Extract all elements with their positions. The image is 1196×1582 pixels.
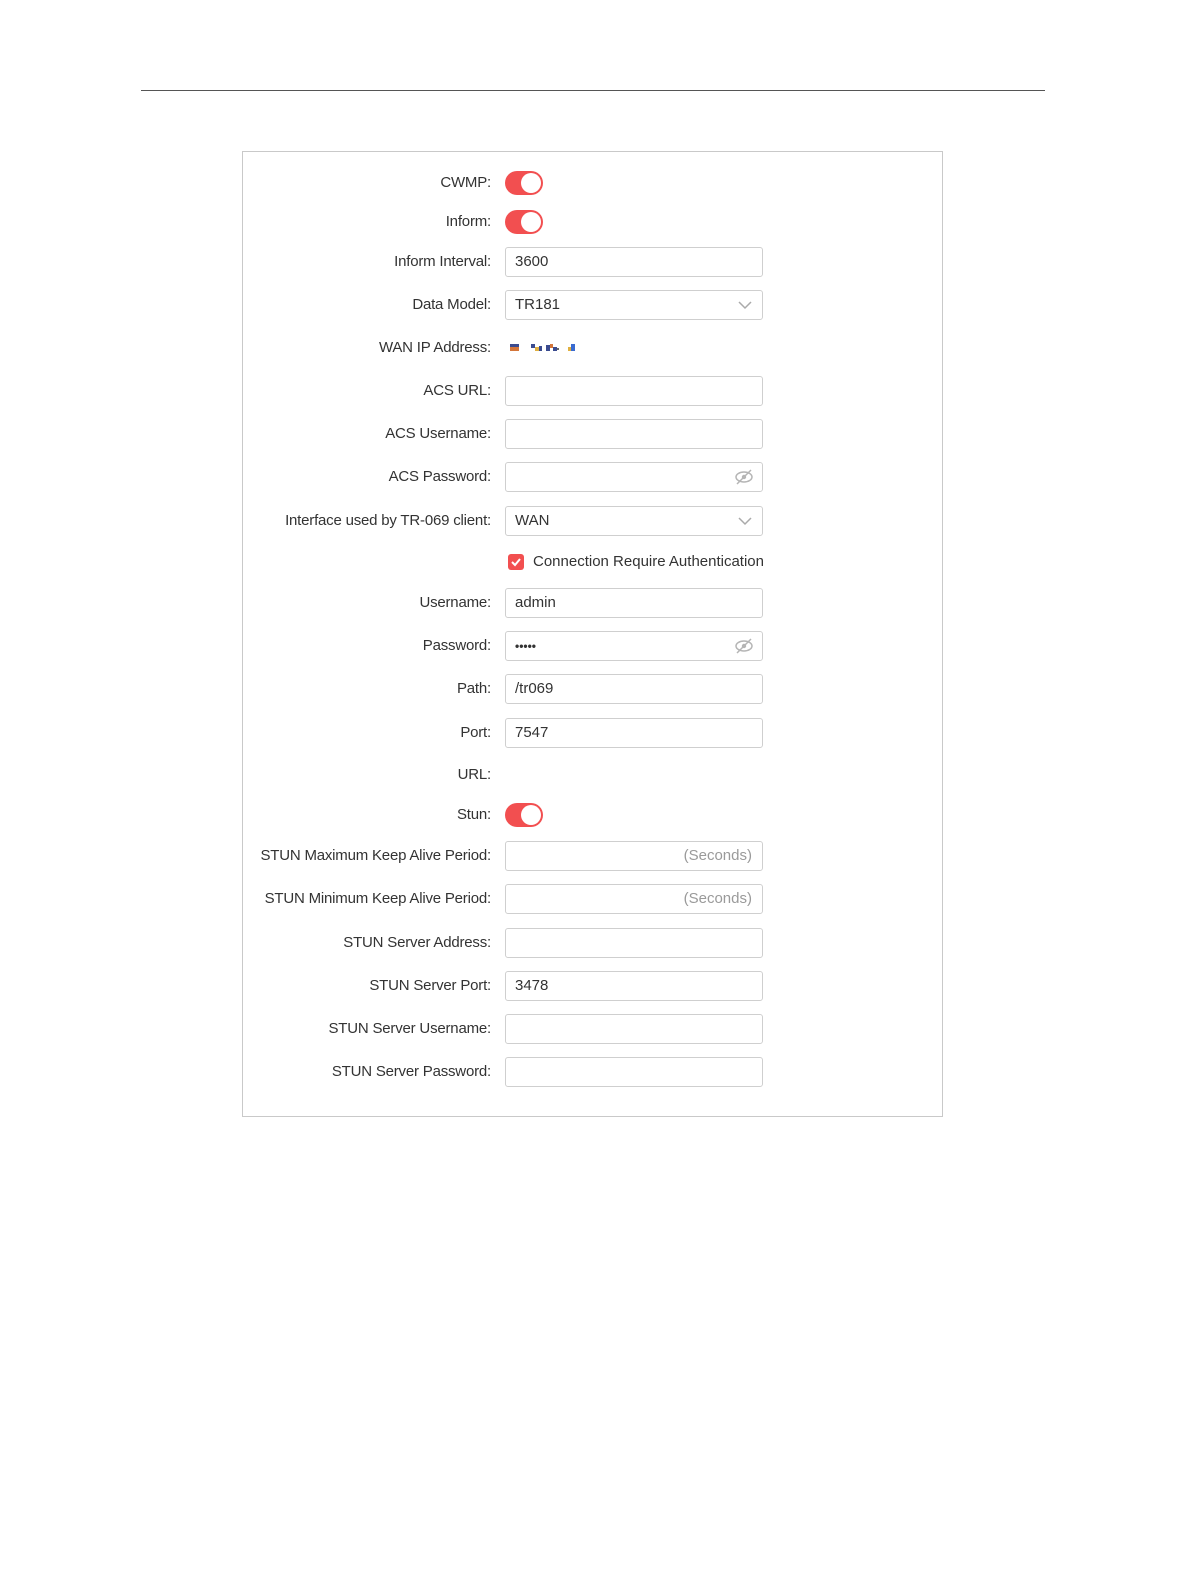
stun-row <box>243 800 942 830</box>
stun-label: Stun: <box>456 806 491 823</box>
username-label: Username: <box>419 594 491 611</box>
conn-auth-row <box>243 547 942 577</box>
stun-max-label: STUN Maximum Keep Alive Period: <box>260 847 491 864</box>
stun-server-port-input[interactable]: 3478 <box>505 971 763 1001</box>
acs-password-input[interactable] <box>505 462 763 492</box>
username-row <box>243 588 942 618</box>
redacted-ip-value <box>510 342 590 354</box>
tr069-settings-panel <box>242 151 943 1117</box>
page-header-rule <box>141 90 1045 91</box>
toggle-knob <box>521 212 541 232</box>
inform-label: Inform: <box>445 213 491 230</box>
inform-interval-row <box>243 247 942 277</box>
port-label: Port: <box>460 724 491 741</box>
stun-server-port-row <box>243 971 942 1001</box>
port-row <box>243 718 942 748</box>
acs-password-label: ACS Password: <box>388 468 491 485</box>
stun-server-username-label: STUN Server Username: <box>328 1020 491 1037</box>
interface-row <box>243 506 942 536</box>
checkmark-icon <box>508 554 524 570</box>
conn-auth-label: Connection Require Authentication <box>533 553 764 570</box>
inform-interval-input[interactable]: 3600 <box>505 247 763 277</box>
conn-auth-checkbox[interactable] <box>508 554 524 570</box>
toggle-knob <box>521 173 541 193</box>
chevron-down-icon <box>738 300 752 310</box>
path-label: Path: <box>456 680 491 697</box>
username-input[interactable]: admin <box>505 588 763 618</box>
eye-slash-icon[interactable] <box>734 638 754 654</box>
password-label: Password: <box>422 637 491 654</box>
toggle-knob <box>521 805 541 825</box>
acs-url-input[interactable] <box>505 376 763 406</box>
eye-slash-icon[interactable] <box>734 469 754 485</box>
cwmp-toggle[interactable] <box>505 171 543 195</box>
acs-password-row <box>243 462 942 492</box>
path-row <box>243 674 942 704</box>
wan-ip-row <box>243 333 942 363</box>
stun-min-input[interactable]: (Seconds) <box>505 884 763 914</box>
stun-max-row <box>243 841 942 871</box>
url-label: URL: <box>457 766 491 783</box>
stun-server-address-row <box>243 928 942 958</box>
stun-server-password-label: STUN Server Password: <box>331 1063 491 1080</box>
cwmp-row <box>243 168 942 198</box>
stun-server-address-input[interactable] <box>505 928 763 958</box>
password-input[interactable] <box>505 631 763 661</box>
stun-server-password-row <box>243 1057 942 1087</box>
stun-min-row <box>243 884 942 914</box>
acs-url-label: ACS URL: <box>423 382 491 399</box>
stun-min-label: STUN Minimum Keep Alive Period: <box>264 890 491 907</box>
password-row <box>243 631 942 661</box>
interface-select[interactable] <box>505 506 763 536</box>
url-row <box>243 760 942 790</box>
stun-server-username-input[interactable] <box>505 1014 763 1044</box>
data-model-row <box>243 290 942 320</box>
data-model-select[interactable] <box>505 290 763 320</box>
acs-username-row <box>243 419 942 449</box>
stun-server-port-label: STUN Server Port: <box>369 977 491 994</box>
path-input[interactable]: /tr069 <box>505 674 763 704</box>
stun-toggle[interactable] <box>505 803 543 827</box>
port-input[interactable]: 7547 <box>505 718 763 748</box>
stun-server-address-label: STUN Server Address: <box>343 934 491 951</box>
cwmp-label: CWMP: <box>440 174 491 191</box>
data-model-label: Data Model: <box>412 296 491 313</box>
inform-toggle[interactable] <box>505 210 543 234</box>
acs-username-input[interactable] <box>505 419 763 449</box>
password-value: ••••• <box>515 639 537 653</box>
inform-row <box>243 207 942 237</box>
wan-ip-label: WAN IP Address: <box>378 339 491 356</box>
stun-server-password-input[interactable] <box>505 1057 763 1087</box>
stun-server-username-row <box>243 1014 942 1044</box>
interface-label: Interface used by TR-069 client: <box>285 512 491 529</box>
stun-max-input[interactable]: (Seconds) <box>505 841 763 871</box>
acs-url-row <box>243 376 942 406</box>
chevron-down-icon <box>738 516 752 526</box>
inform-interval-label: Inform Interval: <box>394 253 491 270</box>
interface-value: WAN <box>515 512 550 529</box>
data-model-value: TR181 <box>515 296 561 313</box>
acs-username-label: ACS Username: <box>385 425 491 442</box>
